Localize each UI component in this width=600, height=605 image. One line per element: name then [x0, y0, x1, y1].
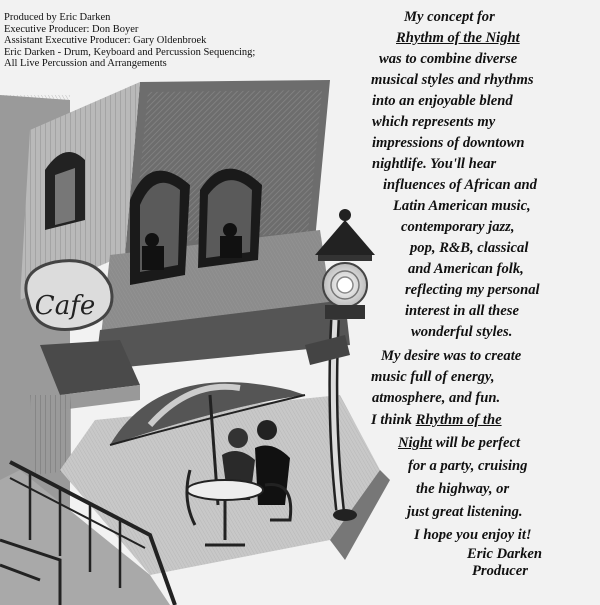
note-line: Latin American music, — [393, 198, 531, 214]
note-line: musical styles and rhythms — [371, 72, 534, 88]
note-line: influences of African and — [383, 177, 537, 193]
note-line: into an enjoyable blend — [372, 93, 513, 109]
note-line: I think Rhythm of the — [371, 412, 502, 428]
note-line: was to combine diverse — [379, 51, 518, 67]
credit-line: Produced by Eric Darken — [4, 12, 111, 23]
note-line: My concept for — [404, 9, 495, 25]
cafe-sign — [26, 261, 112, 330]
note-line: contemporary jazz, — [401, 219, 515, 235]
note-line: wonderful styles. — [411, 324, 513, 340]
note-line: and American folk, — [408, 261, 524, 277]
note-line: atmosphere, and fun. — [372, 390, 501, 406]
signature-role: Producer — [472, 563, 528, 579]
signature-name: Eric Darken — [467, 546, 542, 562]
note-line: nightlife. You'll hear — [372, 156, 497, 172]
credit-line: Eric Darken - Drum, Keyboard and Percussion Sequencing; — [4, 46, 256, 58]
note-line: I hope you enjoy it! — [414, 527, 532, 543]
note-line: reflecting my personal — [405, 282, 540, 298]
note-line: just great listening. — [407, 504, 523, 520]
note-line: Rhythm of the Night — [396, 30, 520, 46]
credit-line: Executive Producer: Don Boyer — [4, 23, 139, 35]
note-line: music full of energy, — [371, 369, 495, 385]
note-line: for a party, cruising — [408, 458, 528, 474]
note-line: the highway, or — [416, 481, 510, 497]
credit-line: Assistant Executive Producer: Gary Oldenbroek — [4, 35, 207, 47]
credit-line: All Live Percussion and Arrangements — [4, 58, 167, 70]
note-line: interest in all these — [405, 303, 519, 319]
note-line: My desire was to create — [381, 348, 522, 364]
note-line: which represents my — [372, 114, 496, 130]
note-line: Night will be perfect — [398, 435, 521, 451]
production-credits — [4, 12, 334, 70]
liner-notes — [360, 8, 600, 588]
note-line: pop, R&B, classical — [410, 240, 529, 256]
note-line: impressions of downtown — [372, 135, 525, 151]
cafe-sign-text: Cafe — [34, 291, 96, 321]
